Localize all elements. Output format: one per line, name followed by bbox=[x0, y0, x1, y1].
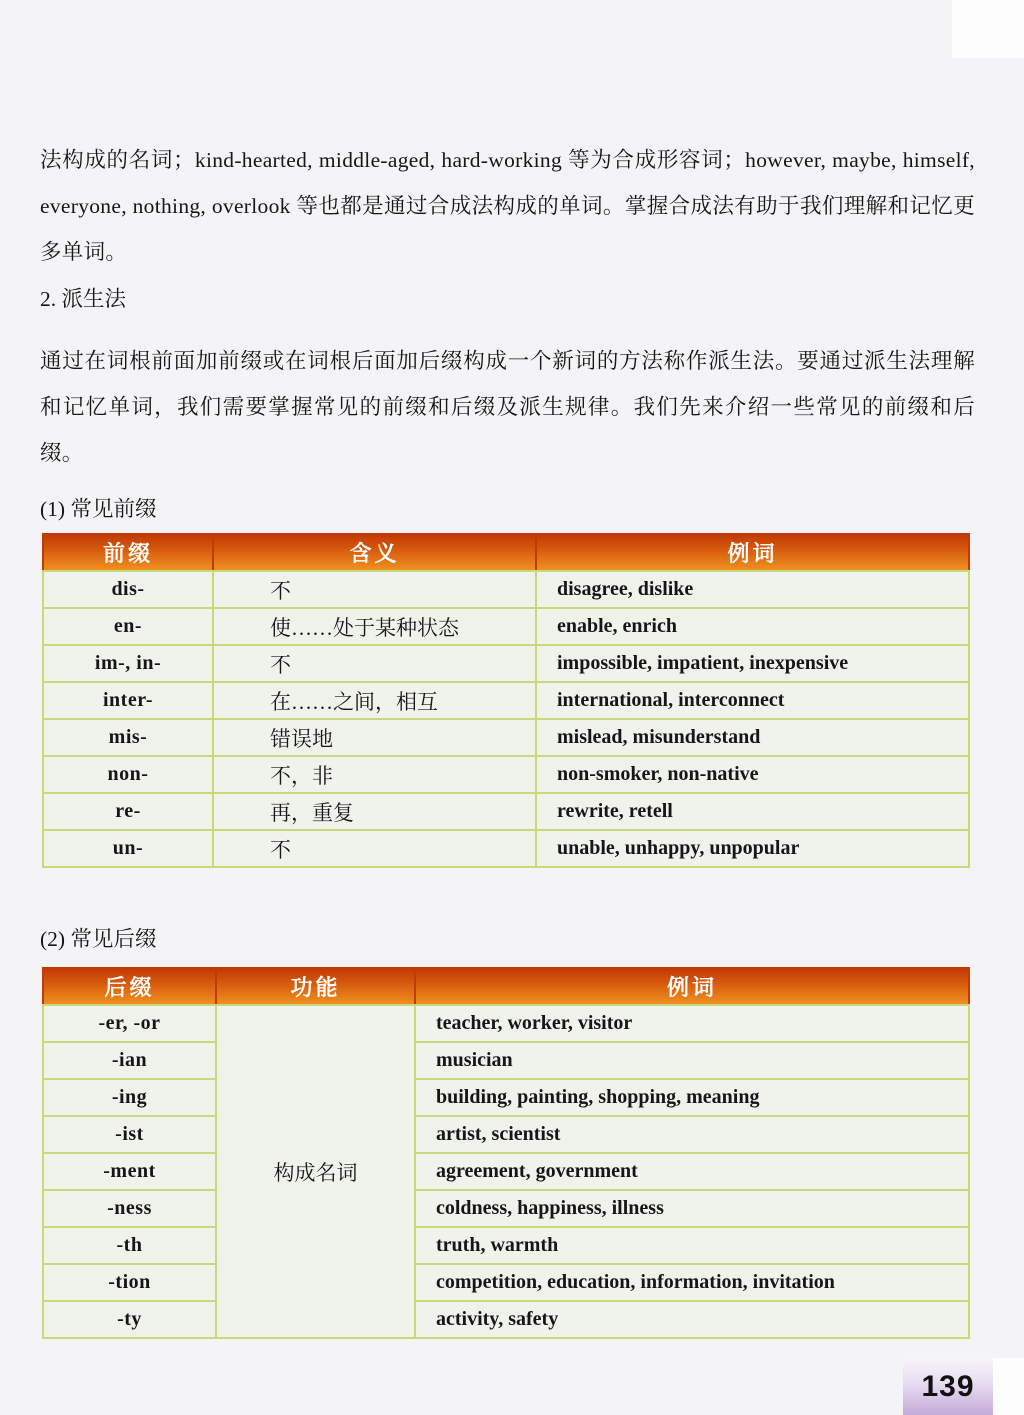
page-number-badge bbox=[903, 1358, 993, 1415]
table-row bbox=[43, 1264, 969, 1301]
suffix-cell: -ing bbox=[43, 1079, 216, 1116]
examples-cell: building, painting, shopping, meaning bbox=[415, 1079, 969, 1116]
examples-cell: musician bbox=[415, 1042, 969, 1079]
table-row bbox=[43, 1153, 969, 1190]
column-header-prefix: 前缀 bbox=[43, 534, 213, 571]
meaning-cell: 不 bbox=[213, 830, 536, 867]
examples-cell: competition, education, information, invitation bbox=[415, 1264, 969, 1301]
prefix-cell: mis- bbox=[43, 719, 213, 756]
table-row bbox=[43, 571, 969, 608]
scan-edge-white-top-right bbox=[952, 0, 1024, 58]
suffix-cell: -ment bbox=[43, 1153, 216, 1190]
paragraph-compounding: 法构成的名词；kind-hearted, middle-aged, hard-working 等为合成形容词；however, maybe, himself, everyone, nothing, overlook 等也都是通过合成法构成的单词。掌握合成法有助于我们理解和记忆更多单词。 bbox=[40, 148, 975, 264]
examples-cell: disagree, dislike bbox=[536, 571, 969, 608]
table-row bbox=[43, 608, 969, 645]
table-row bbox=[43, 830, 969, 867]
table-row bbox=[43, 1227, 969, 1264]
prefix-cell: im-, in- bbox=[43, 645, 213, 682]
meaning-cell: 使……处于某种状态 bbox=[213, 608, 536, 645]
examples-cell: agreement, government bbox=[415, 1153, 969, 1190]
prefix-cell: un- bbox=[43, 830, 213, 867]
table-row bbox=[43, 645, 969, 682]
examples-cell: non-smoker, non-native bbox=[536, 756, 969, 793]
examples-cell: enable, enrich bbox=[536, 608, 969, 645]
table-row bbox=[43, 1042, 969, 1079]
column-header-suffix: 后缀 bbox=[43, 968, 216, 1005]
prefix-cell: dis- bbox=[43, 571, 213, 608]
examples-cell: coldness, happiness, illness bbox=[415, 1190, 969, 1227]
meaning-cell: 不 bbox=[213, 571, 536, 608]
scan-edge-white-bottom-right bbox=[993, 1358, 1024, 1415]
table-row bbox=[43, 1116, 969, 1153]
table-row bbox=[43, 793, 969, 830]
prefix-section-label: (1) 常见前缀 bbox=[40, 497, 157, 521]
table-row bbox=[43, 756, 969, 793]
column-header-examples: 例词 bbox=[536, 534, 969, 571]
prefix-table-header-row bbox=[43, 534, 969, 571]
table-row bbox=[43, 1005, 969, 1042]
suffix-table-header-row bbox=[43, 968, 969, 1005]
suffix-cell: -er, -or bbox=[43, 1005, 216, 1042]
examples-cell: teacher, worker, visitor bbox=[415, 1005, 969, 1042]
suffix-cell: -th bbox=[43, 1227, 216, 1264]
examples-cell: rewrite, retell bbox=[536, 793, 969, 830]
function-merged-cell: 构成名词 bbox=[216, 1005, 415, 1338]
meaning-cell: 不，非 bbox=[213, 756, 536, 793]
meaning-cell: 错误地 bbox=[213, 719, 536, 756]
suffix-section-label: (2) 常见后缀 bbox=[40, 927, 157, 951]
examples-cell: mislead, misunderstand bbox=[536, 719, 969, 756]
prefix-cell: en- bbox=[43, 608, 213, 645]
suffix-cell: -ist bbox=[43, 1116, 216, 1153]
section-heading-derivation: 2. 派生法 bbox=[40, 287, 127, 311]
paragraph-derivation: 通过在词根前面加前缀或在词根后面加后缀构成一个新词的方法称作派生法。要通过派生法理解和记忆单词，我们需要掌握常见的前缀和后缀及派生规律。我们先来介绍一些常见的前缀和后缀。 bbox=[40, 349, 975, 465]
meaning-cell: 再，重复 bbox=[213, 793, 536, 830]
suffix-cell: -ty bbox=[43, 1301, 216, 1338]
examples-cell: unable, unhappy, unpopular bbox=[536, 830, 969, 867]
column-header-function: 功能 bbox=[216, 968, 415, 1005]
examples-cell: artist, scientist bbox=[415, 1116, 969, 1153]
examples-cell: international, interconnect bbox=[536, 682, 969, 719]
examples-cell: impossible, impatient, inexpensive bbox=[536, 645, 969, 682]
table-row bbox=[43, 719, 969, 756]
suffix-cell: -tion bbox=[43, 1264, 216, 1301]
table-row bbox=[43, 1301, 969, 1338]
table-row bbox=[43, 1190, 969, 1227]
meaning-cell: 不 bbox=[213, 645, 536, 682]
page-number: 139 bbox=[921, 1369, 975, 1403]
column-header-examples: 例词 bbox=[415, 968, 969, 1005]
suffix-cell: -ian bbox=[43, 1042, 216, 1079]
meaning-cell: 在……之间，相互 bbox=[213, 682, 536, 719]
column-header-meaning: 含义 bbox=[213, 534, 536, 571]
table-row bbox=[43, 682, 969, 719]
prefix-cell: non- bbox=[43, 756, 213, 793]
prefix-cell: re- bbox=[43, 793, 213, 830]
suffix-cell: -ness bbox=[43, 1190, 216, 1227]
examples-cell: truth, warmth bbox=[415, 1227, 969, 1264]
table-row bbox=[43, 1079, 969, 1116]
suffix-table bbox=[42, 967, 970, 1339]
prefix-table bbox=[42, 533, 970, 868]
examples-cell: activity, safety bbox=[415, 1301, 969, 1338]
prefix-cell: inter- bbox=[43, 682, 213, 719]
